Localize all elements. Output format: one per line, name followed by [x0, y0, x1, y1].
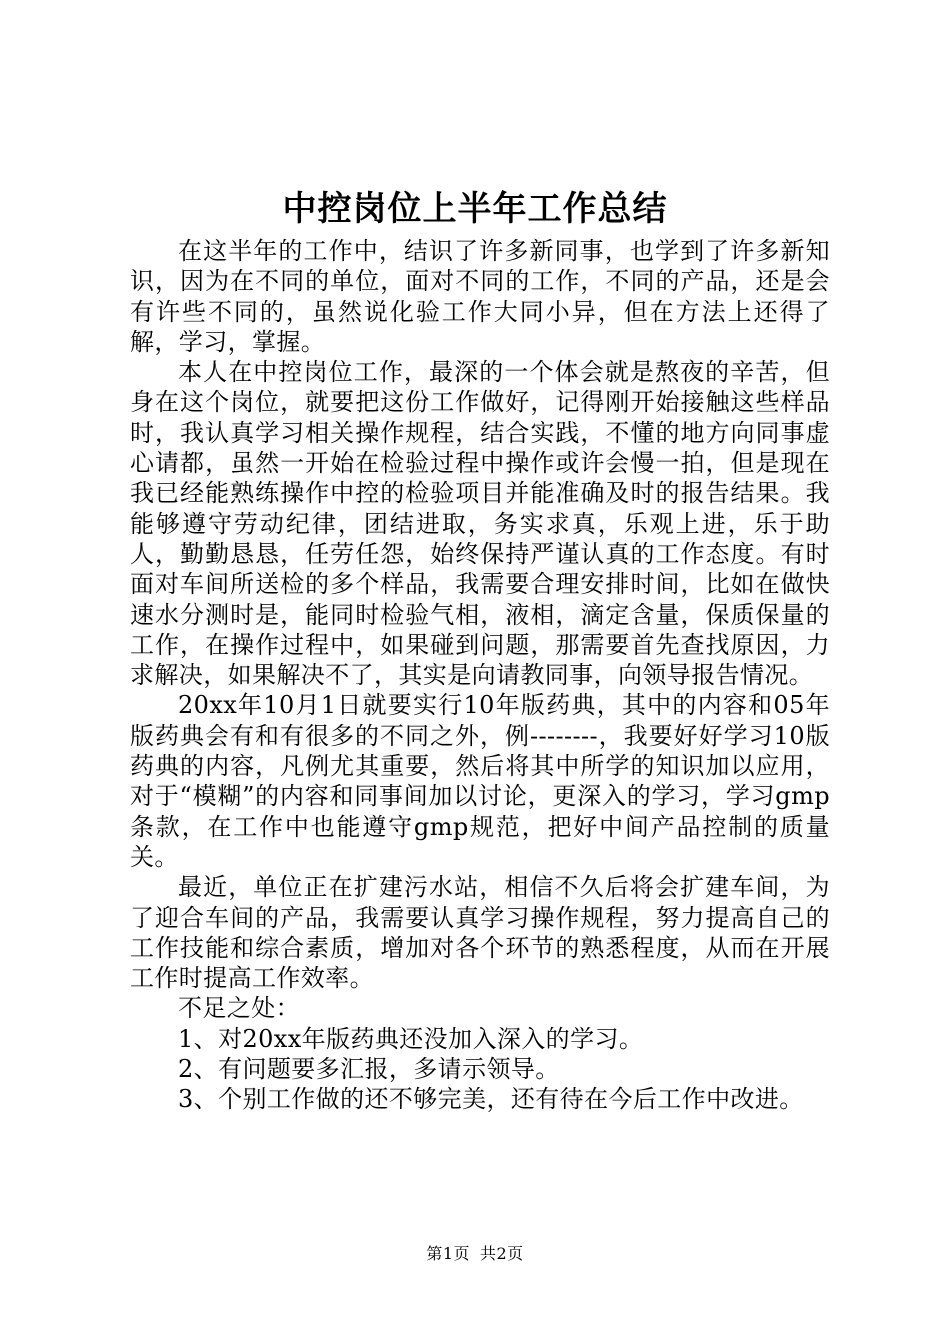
shortcoming-item-2: 2、有问题要多汇报，多请示领导。: [178, 1055, 560, 1084]
shortcoming-item-3: 3、个别工作做的还不够完美，还有待在今后工作中改进。: [178, 1085, 804, 1114]
document-title: 中控岗位上半年工作总结: [282, 189, 668, 229]
page-total: 共2页: [480, 1244, 524, 1263]
paragraph-expansion: 最近，单位正在扩建污水站，相信不久后将会扩建车间，为了迎合车间的产品，我需要认真学习操作规程，努力提高自己的工作技能和综合素质，增加对各个环节的熟悉程度，从而在开展工作时提高工作效率。: [130, 873, 830, 993]
paragraph-work-experience: 本人在中控岗位工作，最深的一个体会就是熬夜的辛苦，但身在这个岗位，就要把这份工作做好，记得刚开始接触这些样品时，我认真学习相关操作规程，结合实践，不懂的地方向同事虚心请都，虽然一开始在检验过程中操作或许会慢一拍，但是现在我已经能熟练操作中控的检验项目并能准确及时的报告结果。我能够遵守劳动纪律，团结进取，务实求真，乐观上进，乐于助人，勤勤恳恳，任劳任怨，始终保持严谨认真的工作态度。有时面对车间所送检的多个样品，我需要合理安排时间，比如在做快速水分测时是，能同时检验气相，液相，滴定含量，保质保量的工作，在操作过程中，如果碰到问题，那需要首先查找原因，力求解决，如果解决不了，其实是向请教同事，向领导报告情况。: [130, 358, 830, 690]
shortcoming-item-1: 1、对20xx年版药典还没加入深入的学习。: [178, 1024, 644, 1053]
paragraph-intro: 在这半年的工作中，结识了许多新同事，也学到了许多新知识，因为在不同的单位，面对不同的工作，不同的产品，还是会有许些不同的，虽然说化验工作大同小异，但在方法上还得了解，学习，掌握。: [130, 237, 830, 356]
shortcomings-heading: 不足之处：: [178, 994, 300, 1023]
page-footer: [0, 1243, 950, 1265]
paragraph-pharmacopoeia: 20xx年10月1日就要实行10年版药典，其中的内容和05年版药典会有和有很多的不同之外，例--------，我要好好学习10版药典的内容，凡例尤其重要，然后将其中所学的知识加以应用，对于“模糊”的内容和同事间加以讨论，更深入的学习，学习gmp条款，在工作中也能遵守gmp规范，把好中间产品控制的质量关。: [130, 691, 830, 871]
document-body: [130, 236, 830, 1115]
page-number: 第1页: [426, 1244, 470, 1263]
